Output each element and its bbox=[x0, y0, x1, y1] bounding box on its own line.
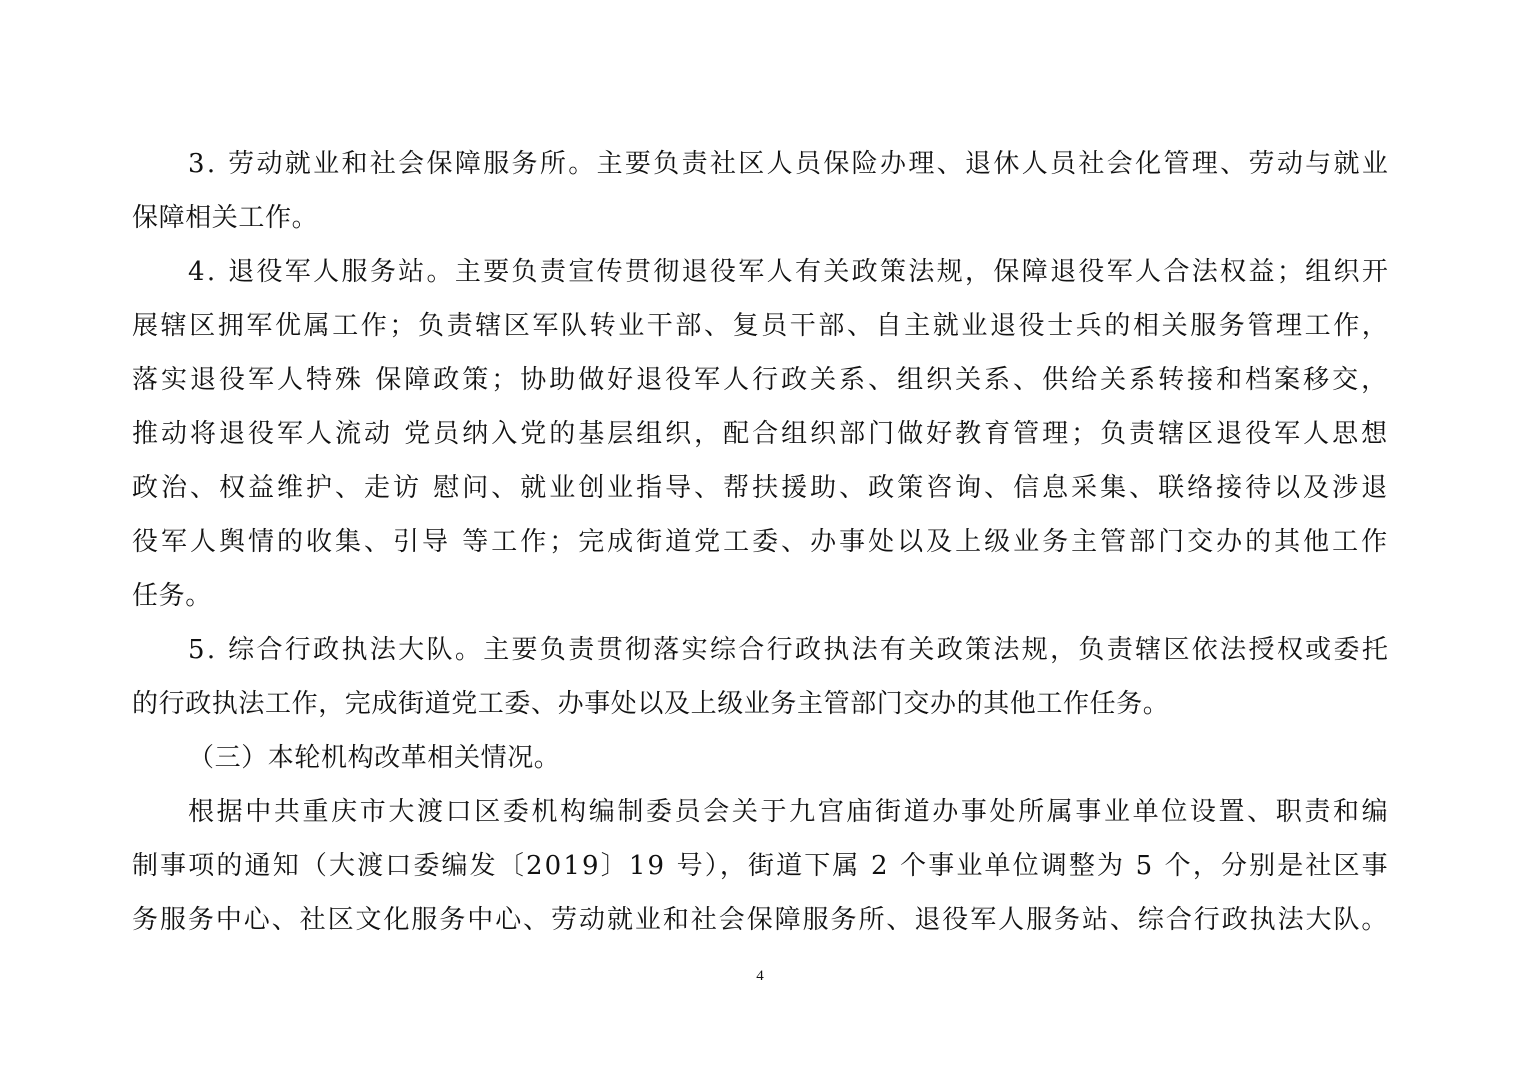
paragraph-5-line-1: 5. 综合行政执法大队。主要负责贯彻落实综合行政执法有关政策法规，负责辖区依法授权或委托 bbox=[188, 635, 1391, 665]
paragraph-4-line-5: 政治、权益维护、走访 慰问、就业创业指导、帮扶援助、政策咨询、信息采集、联络接待以及涉退 bbox=[132, 473, 1391, 503]
paragraph-4-line-4: 推动将退役军人流动 党员纳入党的基层组织，配合组织部门做好教育管理；负责辖区退役军人思想 bbox=[132, 419, 1391, 449]
paragraph-4-line-1: 4. 退役军人服务站。主要负责宣传贯彻退役军人有关政策法规，保障退役军人合法权益；组织开 bbox=[188, 257, 1391, 287]
paragraph-3-line-1: 3. 劳动就业和社会保障服务所。主要负责社区人员保险办理、退休人员社会化管理、劳动与就业 bbox=[188, 149, 1391, 179]
paragraph-6-line-2: 制事项的通知（大渡口委编发〔2019〕19 号），街道下属 2 个事业单位调整为 5 个，分别是社区事 bbox=[132, 851, 1390, 881]
paragraph-4-line-3: 落实退役军人特殊 保障政策；协助做好退役军人行政关系、组织关系、供给关系转接和档案移交， bbox=[132, 365, 1391, 395]
paragraph-4-line-7: 任务。 bbox=[132, 581, 212, 611]
section-heading: （三）本轮机构改革相关情况。 bbox=[188, 743, 561, 773]
paragraph-6-line-3: 务服务中心、社区文化服务中心、劳动就业和社会保障服务所、退役军人服务站、综合行政执法大队。 bbox=[132, 905, 1390, 935]
paragraph-3-line-2: 保障相关工作。 bbox=[132, 203, 319, 233]
paragraph-6-line-1: 根据中共重庆市大渡口区委机构编制委员会关于九宫庙街道办事处所属事业单位设置、职责和编 bbox=[188, 797, 1391, 827]
page-number: 4 bbox=[756, 968, 764, 984]
paragraph-4-line-2: 展辖区拥军优属工作；负责辖区军队转业干部、复员干部、自主就业退役士兵的相关服务管理工作， bbox=[132, 311, 1391, 341]
paragraph-4-line-6: 役军人舆情的收集、引导 等工作；完成街道党工委、办事处以及上级业务主管部门交办的其他工作 bbox=[132, 527, 1391, 557]
paragraph-5-line-2: 的行政执法工作，完成街道党工委、办事处以及上级业务主管部门交办的其他工作任务。 bbox=[132, 689, 1170, 719]
